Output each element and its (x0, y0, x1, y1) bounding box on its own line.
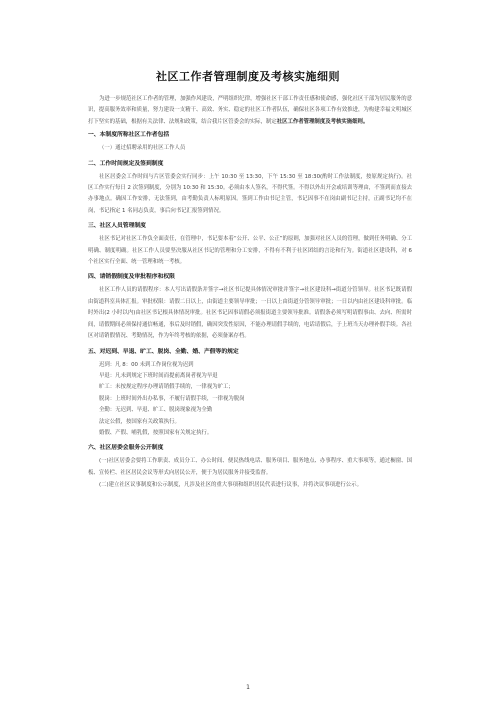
section-2-paragraph: 社区居委会工作时间与片区管委会实行同步：上午 10:30 至 13:30，下午 15:30 至 18:30(酌时工作法制度，按原规定执行)。社区工作实行每日 2 次签到制度，分别为 10:30 和 15:30。必须由本人签名，不得代签。不得以外出开会或培训等理由，不签到而直接去办事地点。确因工作安排，无法签到，由考勤负责人标明原因。签到工作由书记主管，书记因事不在岗由副书记主持，正副书记均不在岗，书记指定 1 名同志负责，事后向书记汇报签到情况。 (88, 173, 412, 214)
rule-marriage-maternity: 婚假、产假、哺乳假，按照国家有关规定执行。 (99, 429, 213, 436)
section-1-item: （一）通过招聘录用的社区工作人员 (99, 145, 186, 152)
section-heading-1: 一、本制度所称社区工作者包括 (88, 132, 170, 139)
section-heading-2: 二、工作时间规定及签到制度 (88, 160, 164, 167)
rule-legal-holiday: 法定公假，按国家有关政策执行。 (99, 418, 180, 425)
rule-off-post: 脱岗：上班时间外出办私事，不履行请假手续，一律视为脱岗 (99, 395, 245, 402)
page-number: 1 (246, 684, 250, 691)
section-heading-5: 五、对迟到、早退、旷工、脱岗、全勤、婚、产假等的规定 (88, 348, 239, 355)
intro-text: 为进一步规范社区工作者的管理，加强作风建设，严明组织纪律，增强社区干部工作责任感和使命感，强化社区干部为居民服务的意识，提高服务效率和质量，努力建设一支精干、高效、务实、稳定的社区工作者队伍，确保社区各项工作有效推进，为构建幸福文明城区打下坚实的基础，根据有关法律、法规和政策，结合我片区管委会的实际，制定 (88, 96, 412, 125)
section-6-paragraph-1: (一)社区居委会要将工作职责、成员分工、办公时间、便民热线电话、服务项目、服务地点、办事程序、重大事项等，通过橱窗、国板、宣传栏、社区居民会议等形式向居民公开，便于为居民服务并接受监督。 (88, 458, 412, 476)
rule-late: 迟到：凡 8：00 未到工作岗位视为迟到 (99, 361, 194, 368)
section-heading-3: 三、社区人员管理制度 (88, 223, 146, 230)
rule-absence: 旷工：未按规定程序办理请销假手续的，一律视为旷工； (99, 384, 234, 391)
section-heading-4: 四、请销假制度及审批程序和权限 (88, 274, 175, 281)
section-4-paragraph: 社区工作人员的请假程序：本人写出请假条并签字→社区书记提具体情况审批并签字→社区建设科→街道分管领导。社区书记既请假由街道科室具体汇报。审批权限：请假二日以上，由街道主要领导审批；一日以上由街道分管领导审批；一日以内由社区建设科审批。临时外出(2 小时以内)由社区书记根具体情况审批。社区书记因事请假必须报街道主要领导批准。请假条必须写明请假事由、去向、所需时间，请假期间必须保持通信畅通，事后及时销假，确因突发性原因，不能办理请假手续的，电话请假后，于上班当天办理补假手续。各社区对请销假情况、考勤情况，作为年终考核的依据，必须备案存档。 (88, 287, 412, 340)
rule-early-leave: 早退：凡未到规定下班时间而提前离岗者视为早退 (99, 372, 218, 379)
section-heading-6: 六、社区居委会服务公开制度 (88, 445, 164, 452)
section-3-paragraph: 社区书记对社区工作负全面责任，在管理中，书记要本着“公开、公平、公正”的原则，加强对社区人员的管理，做到任务明确、分工明确、制度明确。社区工作人员要坚决服从社区书记的管理和分工安排，不得有不利于社区团结的言论和行为。街道社区建设科，对 6 个社区实行全面、统一管理和统一考核。 (88, 236, 412, 266)
rule-full-attendance: 全勤：无迟到、早退、旷工、脱岗现象视为全勤 (99, 407, 213, 414)
section-6-paragraph-2: (二)建立社区议事制度和公示制度，凡涉及社区的重大事项和组织居民代表进行议事，并将决议事项进行公示。 (99, 482, 362, 489)
intro-paragraph (88, 94, 412, 128)
intro-bold-text: 社区工作者管理制度及考核实施细则。 (276, 118, 369, 125)
document-body (88, 94, 412, 493)
document-title: 社区工作者管理制度及考核实施细则 (156, 70, 340, 83)
